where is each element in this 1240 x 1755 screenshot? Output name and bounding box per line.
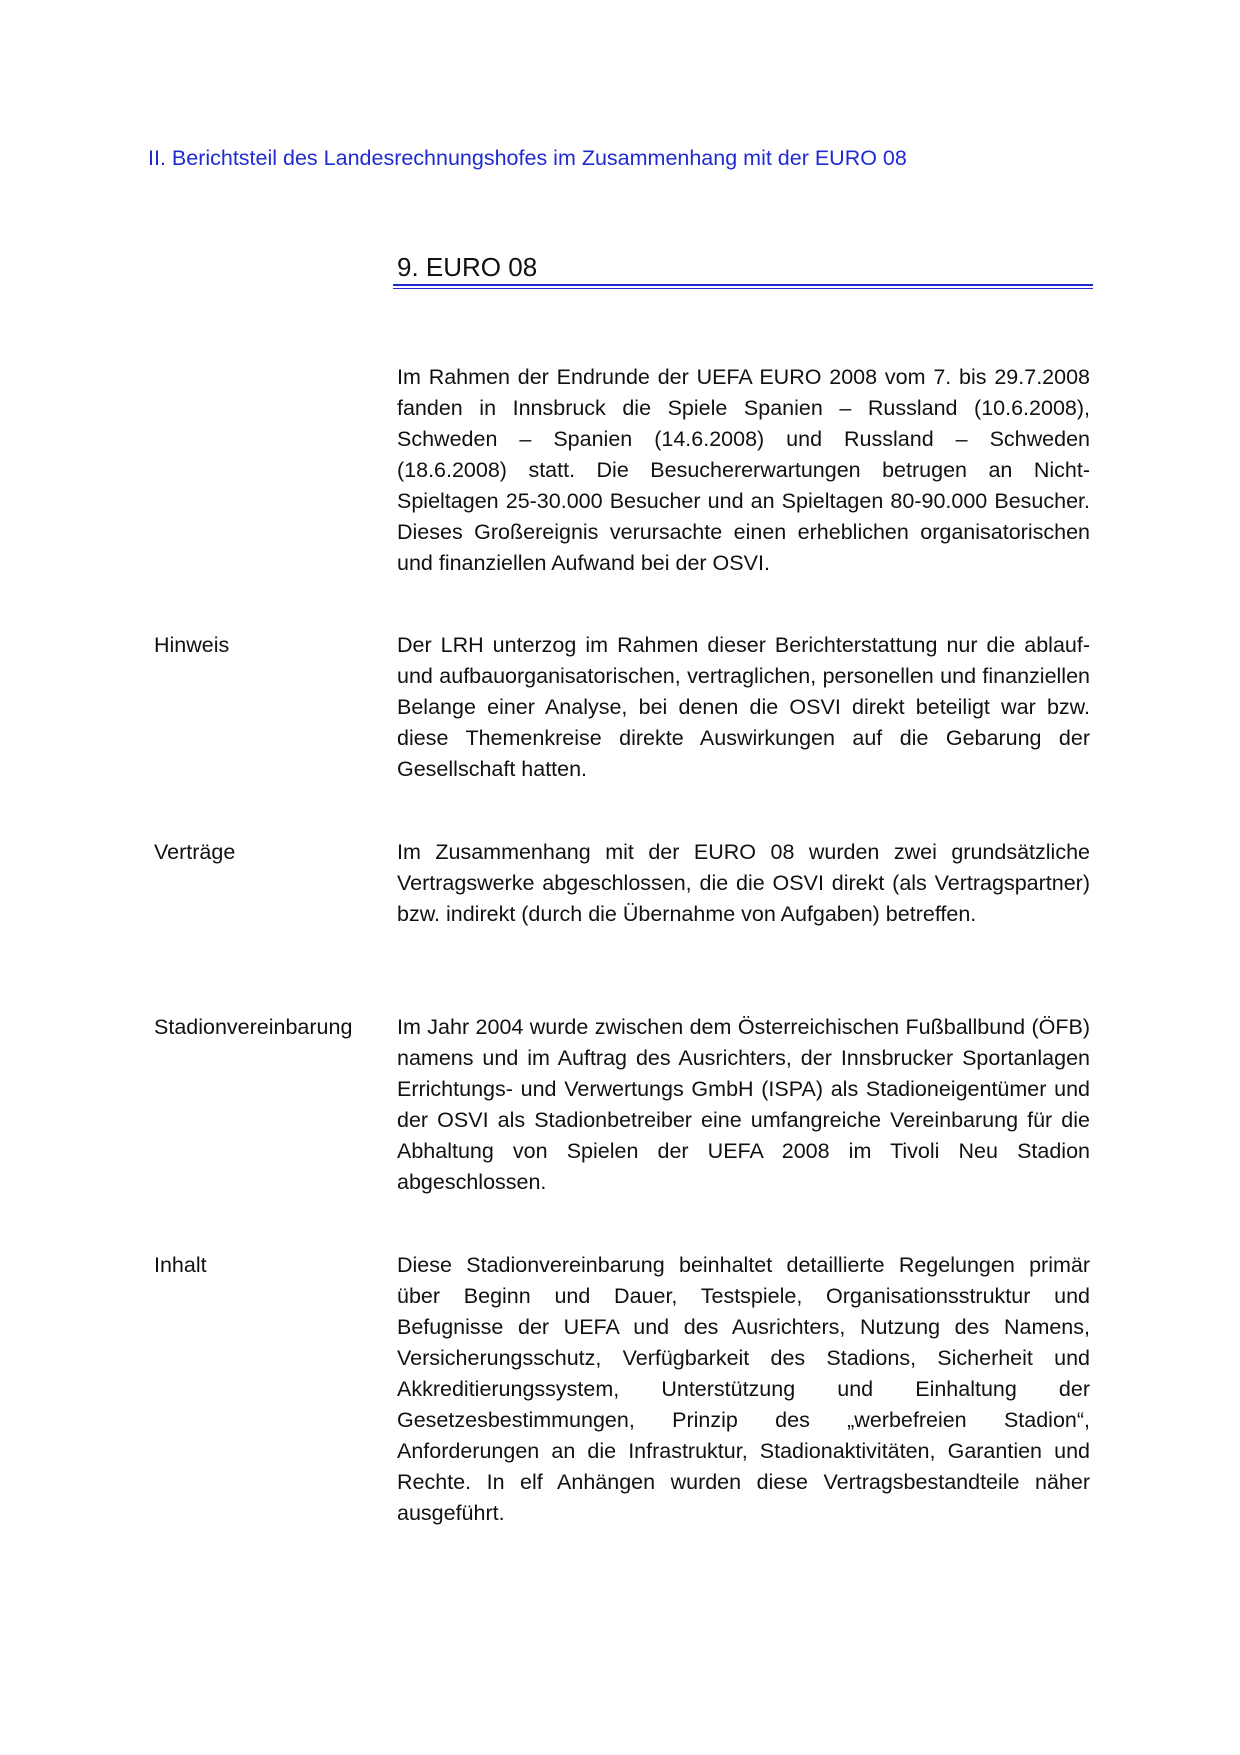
chapter-underline-thin (393, 288, 1093, 289)
running-header: II. Berichtsteil des Landesrechnungshofes im Zusammenhang mit der EURO 08 (148, 146, 907, 170)
section-stadionvereinbarung-text: Im Jahr 2004 wurde zwischen dem Österreichischen Fußballbund (ÖFB) namens und im Auftrag des Ausrichters, der Innsbrucker Sportanlagen Errichtungs- und Verwertungs GmbH (ISPA) als Stadioneigentümer und der OSVI als Stadionbetreiber eine umfangreiche Vereinbarung für die Abhaltung von Spielen der UEFA 2008 im Tivoli Neu Stadion abgeschlossen. (397, 1015, 1090, 1194)
chapter-title: 9. EURO 08 (397, 252, 538, 282)
section-vertraege-text: Im Zusammenhang mit der EURO 08 wurden zwei grundsätzliche Vertragswerke abgeschlossen, die die OSVI direkt (als Vertragspartner) bzw. indirekt (durch die Übernahme von Aufgaben) betreffen. (397, 840, 1090, 926)
section-vertraege-label: Verträge (154, 840, 236, 864)
section-hinweis-text: Der LRH unterzog im Rahmen dieser Berichterstattung nur die ablauf- und aufbauorganisatorischen, vertraglichen, personellen und finanziellen Belange einer Analyse, bei denen die OSVI direkt beteiligt war bzw. diese Themenkreise direkte Auswirkungen auf die Gebarung der Gesellschaft hatten. (397, 633, 1090, 781)
section-stadionvereinbarung-label: Stadionvereinbarung (154, 1015, 353, 1039)
section-inhalt-text: Diese Stadionvereinbarung beinhaltet detaillierte Regelungen primär über Beginn und Dauer, Testspiele, Organisationsstruktur und Befugnisse der UEFA und des Ausrichters, Nutzung des Namens, Versicherungsschutz, Verfügbarkeit des Stadions, Sicherheit und Akkreditierungssystem, Unterstützung und Einhaltung der Gesetzesbestimmungen, Prinzip des „werbefreien Stadion“, Anforderungen an die Infrastruktur, Stadionaktivitäten, Garantien und Rechte. In elf Anhängen wurden diese Vertragsbestandteile näher ausgeführt. (397, 1253, 1090, 1525)
section-inhalt-label: Inhalt (154, 1253, 207, 1277)
chapter-underline (393, 284, 1093, 286)
section-intro-text: Im Rahmen der Endrunde der UEFA EURO 2008 vom 7. bis 29.7.2008 fanden in Innsbruck die Spiele Spanien – Russland (10.6.2008), Schweden – Spanien (14.6.2008) und Russland – Schweden (18.6.2008) statt. Die Besuchererwartungen betrugen an Nicht-Spieltagen 25-30.000 Besucher und an Spieltagen 80-90.000 Besucher. Dieses Großereignis verursachte einen erheblichen organisatorischen und finanziellen Aufwand bei der OSVI. (397, 365, 1090, 575)
section-hinweis-label: Hinweis (154, 633, 230, 657)
